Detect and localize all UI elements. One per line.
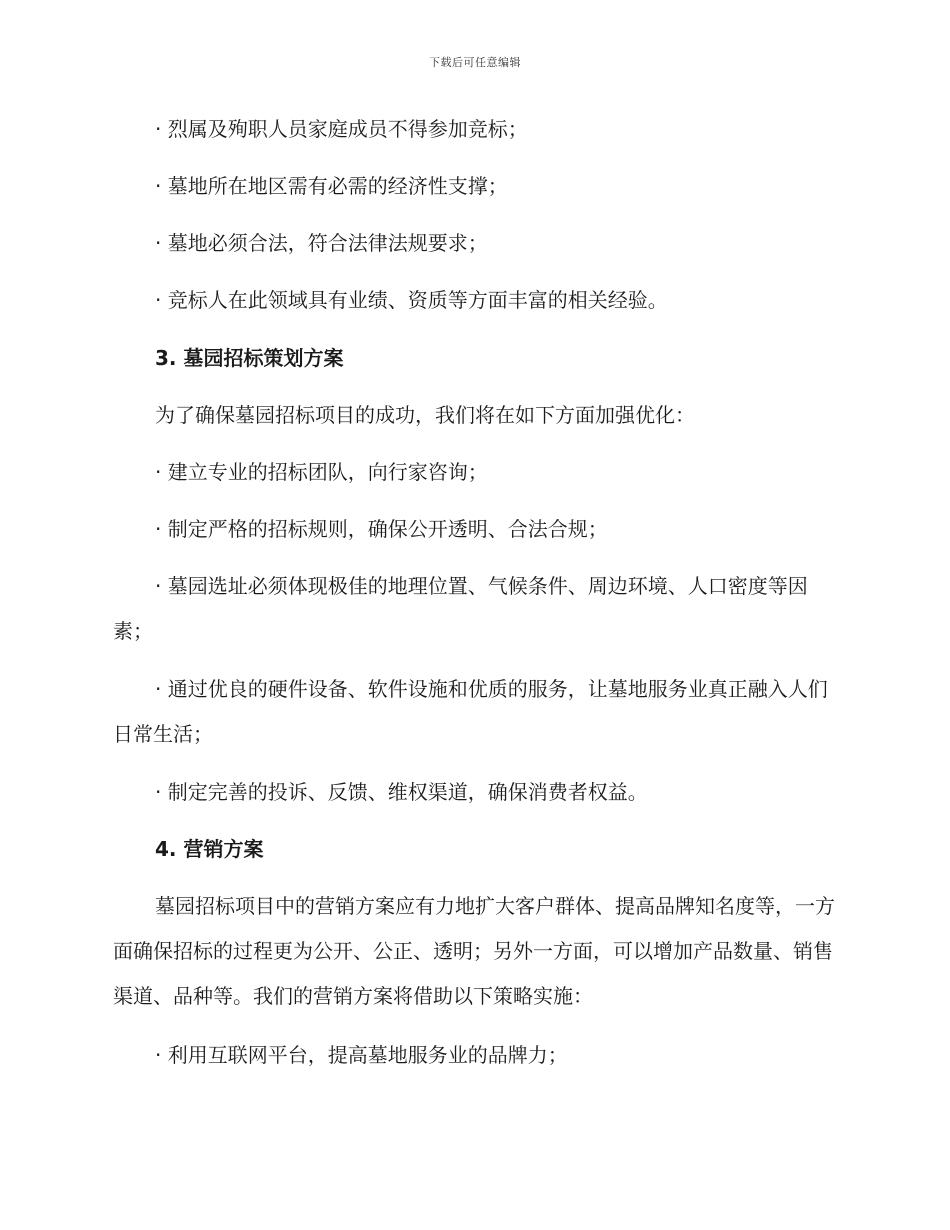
bullet-item: · 墓地必须合法，符合法律法规要求； — [155, 231, 488, 255]
body-paragraph: 为了确保墓园招标项目的成功，我们将在如下方面加强优化： — [155, 403, 695, 427]
bullet-item: · 制定严格的招标规则，确保公开透明、合法合规； — [155, 517, 608, 541]
section-heading: 4. 营销方案 — [155, 837, 264, 861]
bullet-item: · 制定完善的投诉、反馈、维权渠道，确保消费者权益。 — [155, 780, 648, 804]
bullet-item: · 竞标人在此领域具有业绩、资质等方面丰富的相关经验。 — [155, 288, 668, 312]
section-heading: 3. 墓园招标策划方案 — [155, 346, 344, 370]
body-paragraph: 墓园招标项目中的营销方案应有力地扩大客户群体、提高品牌知名度等，一方面确保招标的过程更为公开、公正、透明；另外一方面，可以增加产品数量、销售渠道、品种等。我们的营销方案将借助以下策略实施： — [113, 894, 835, 1008]
bullet-item: · 利用互联网平台，提高墓地服务业的品牌力； — [155, 1043, 568, 1067]
bullet-item: · 墓园选址必须体现极佳的地理位置、气候条件、周边环境、人口密度等因素； — [113, 574, 808, 643]
page-header: 下载后可任意编辑 — [429, 56, 521, 69]
bullet-item: · 建立专业的招标团队，向行家咨询； — [155, 460, 488, 484]
bullet-item: · 墓地所在地区需有必需的经济性支撑； — [155, 174, 508, 198]
bullet-item: · 烈属及殉职人员家庭成员不得参加竞标； — [155, 117, 528, 141]
bullet-item: · 通过优良的硬件设备、软件设施和优质的服务，让墓地服务业真正融入人们日常生活； — [113, 677, 828, 746]
